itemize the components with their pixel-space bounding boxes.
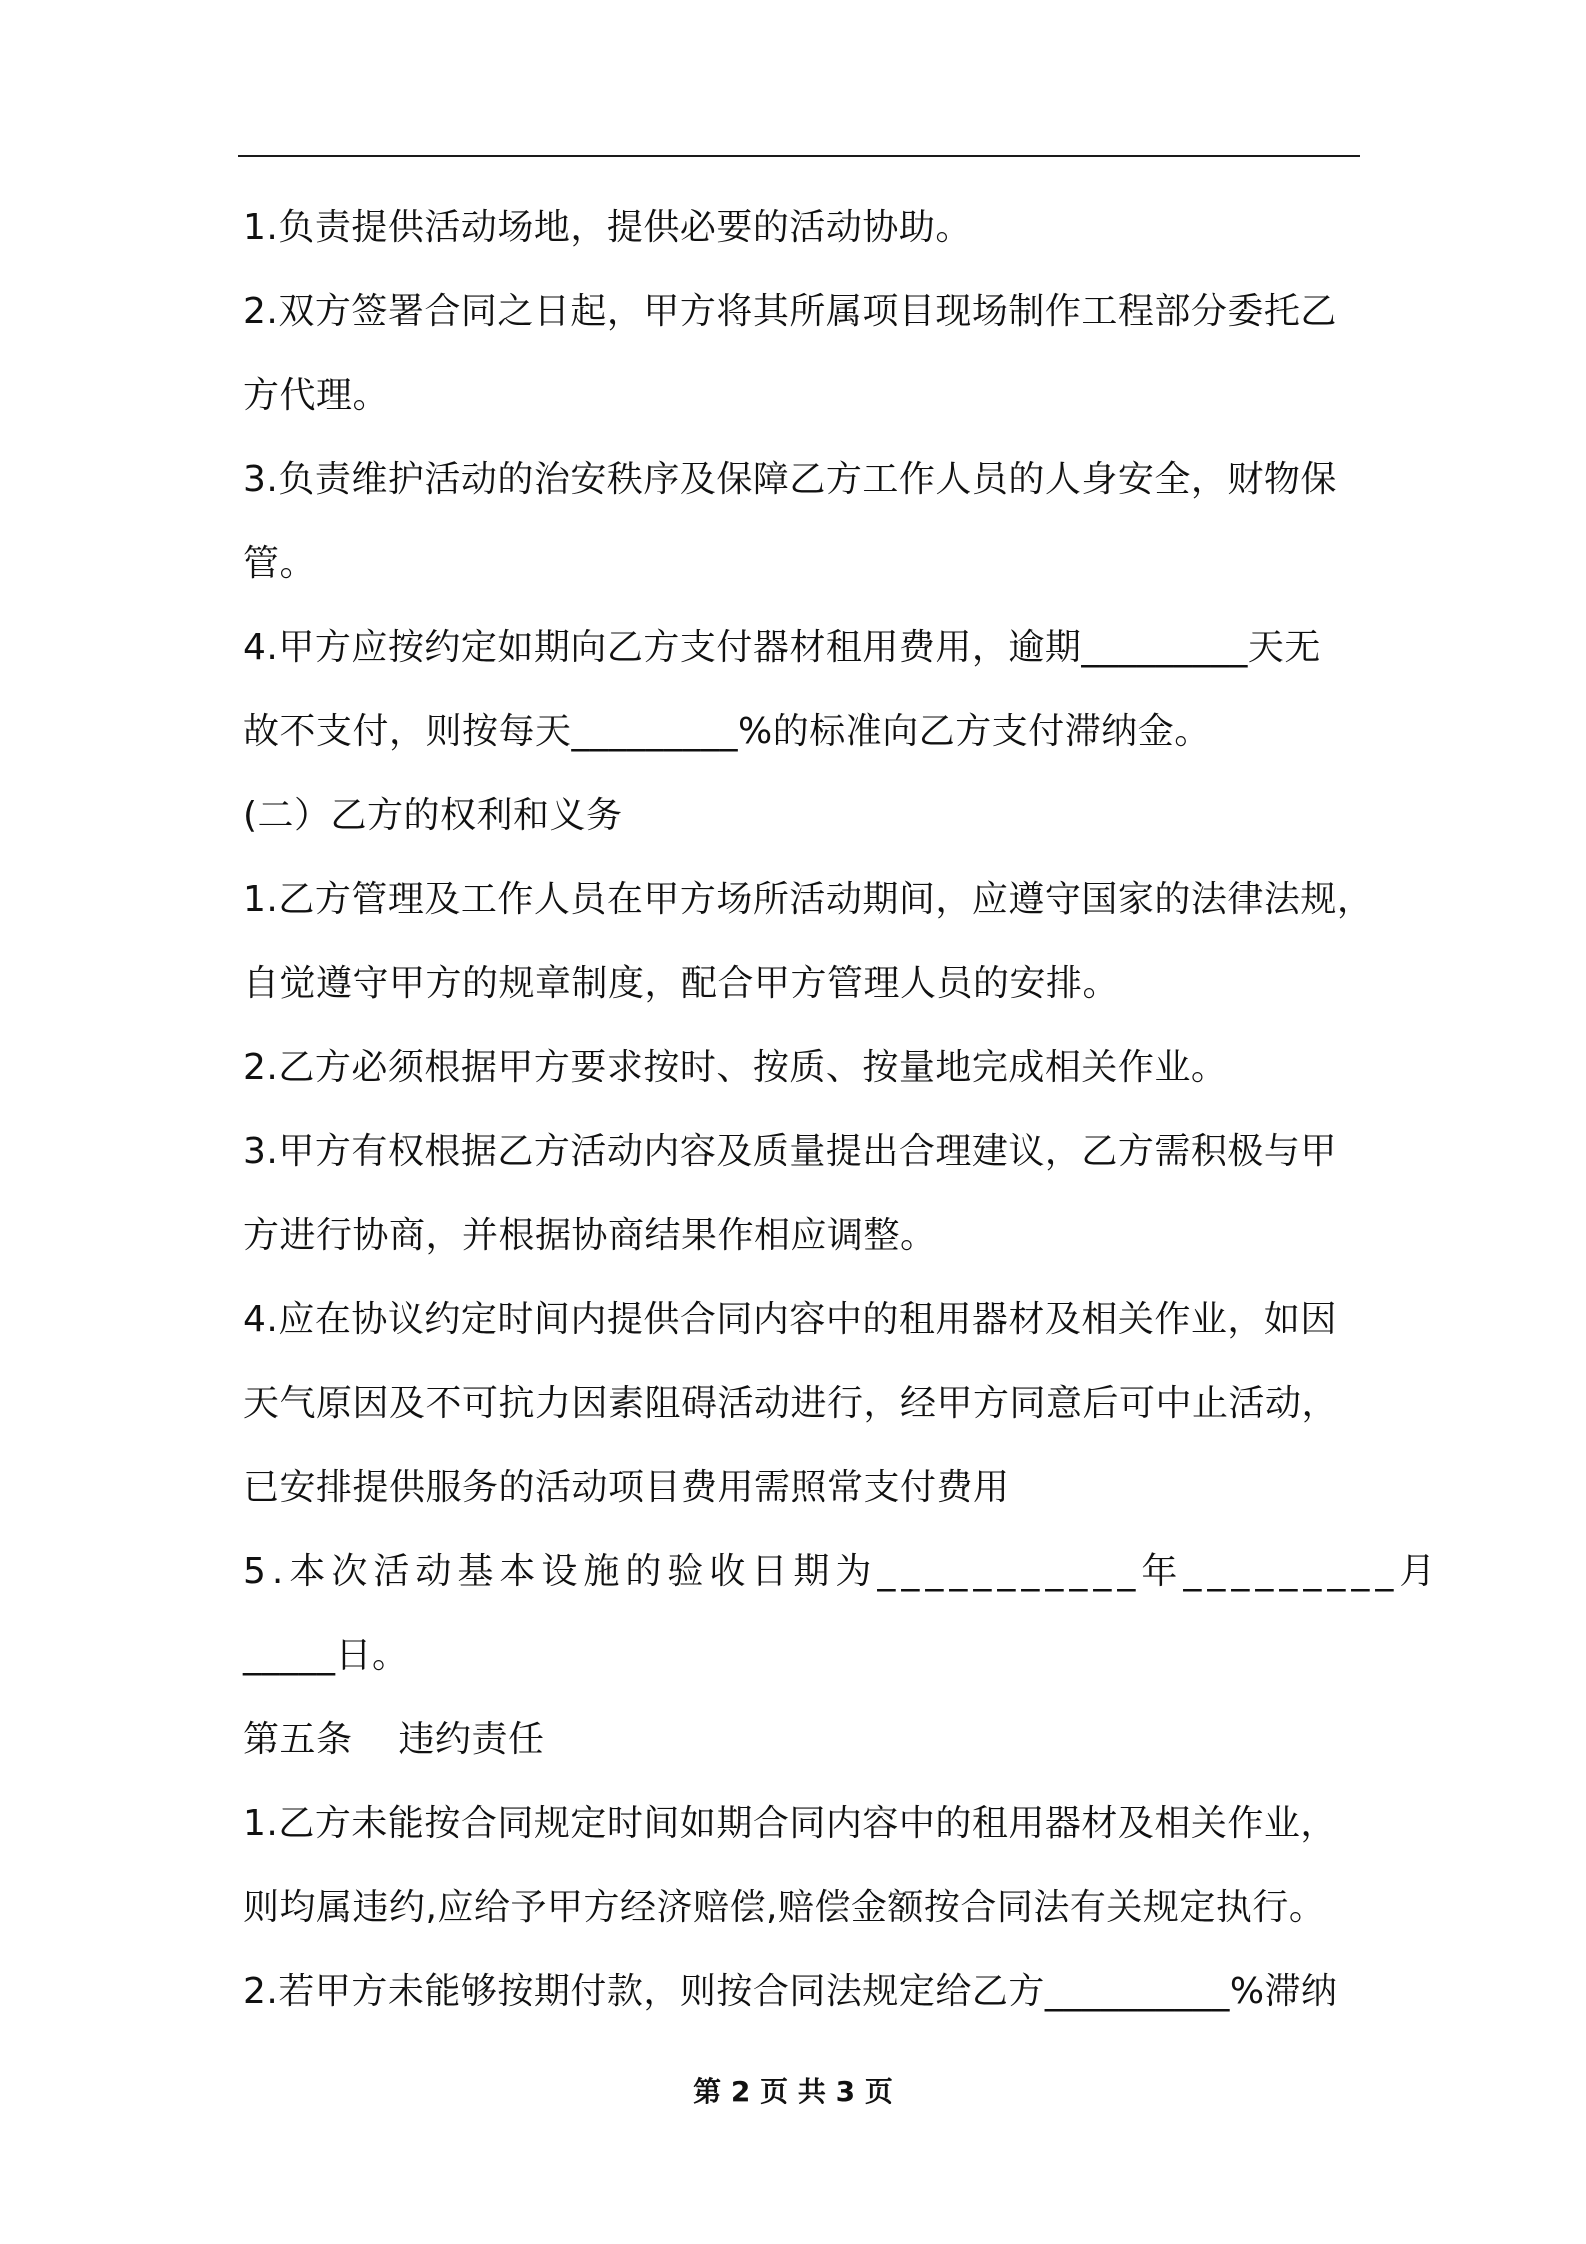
paragraph-line: 管。 [243, 543, 317, 584]
header-rule [238, 155, 1360, 157]
section-number: 第五条 [243, 1719, 353, 1760]
paragraph-line: 1.乙方未能按合同规定时间如期合同内容中的租用器材及相关作业， [243, 1803, 1337, 1844]
paragraph-line: 天气原因及不可抗力因素阻碍活动进行，经甲方同意后可中止活动， [243, 1383, 1339, 1424]
paragraph-line: 方代理。 [243, 375, 390, 416]
paragraph-line: 4.甲方应按约定如期向乙方支付器材租用费用，逾期_________天无 [243, 627, 1321, 668]
paragraph-line: 方进行协商，并根据协商结果作相应调整。 [243, 1215, 937, 1256]
subsection-heading: (二）乙方的权利和义务 [243, 795, 623, 836]
paragraph-line: 2.乙方必须根据甲方要求按时、按质、按量地完成相关作业。 [243, 1047, 1228, 1088]
paragraph-line: 2.双方签署合同之日起，甲方将其所属项目现场制作工程部分委托乙 [243, 291, 1337, 332]
paragraph-line: 4.应在协议约定时间内提供合同内容中的租用器材及相关作业，如因 [243, 1299, 1337, 1340]
paragraph-line: 故不支付，则按每天_________%的标准向乙方支付滞纳金。 [243, 711, 1211, 752]
paragraph-line: 已安排提供服务的活动项目费用需照常支付费用 [243, 1467, 1010, 1508]
document-body [243, 196, 1442, 2044]
paragraph-line: 3.甲方有权根据乙方活动内容及质量提出合理建议，乙方需积极与甲 [243, 1131, 1337, 1172]
paragraph-line: 1.负责提供活动场地，提供必要的活动协助。 [243, 207, 972, 248]
paragraph-line: 5.本次活动基本设施的验收日期为___________年_________月 [243, 1551, 1442, 1592]
section-title: 违约责任 [398, 1719, 545, 1760]
paragraph-line: 则均属违约,应给予甲方经济赔偿,赔偿金额按合同法有关规定执行。 [243, 1887, 1326, 1928]
paragraph-line: 1.乙方管理及工作人员在甲方场所活动期间，应遵守国家的法律法规， [243, 879, 1374, 920]
paragraph-line: 3.负责维护活动的治安秩序及保障乙方工作人员的人身安全，财物保 [243, 459, 1337, 500]
paragraph-line: 2.若甲方未能够按期付款，则按合同法规定给乙方__________%滞纳 [243, 1971, 1338, 2012]
section-heading [243, 1708, 1367, 1792]
page-number-footer: 第 2 页 共 3 页 [693, 2075, 893, 2108]
paragraph-line: 自觉遵守甲方的规章制度，配合甲方管理人员的安排。 [243, 963, 1120, 1004]
paragraph-line: _____日。 [243, 1635, 409, 1676]
